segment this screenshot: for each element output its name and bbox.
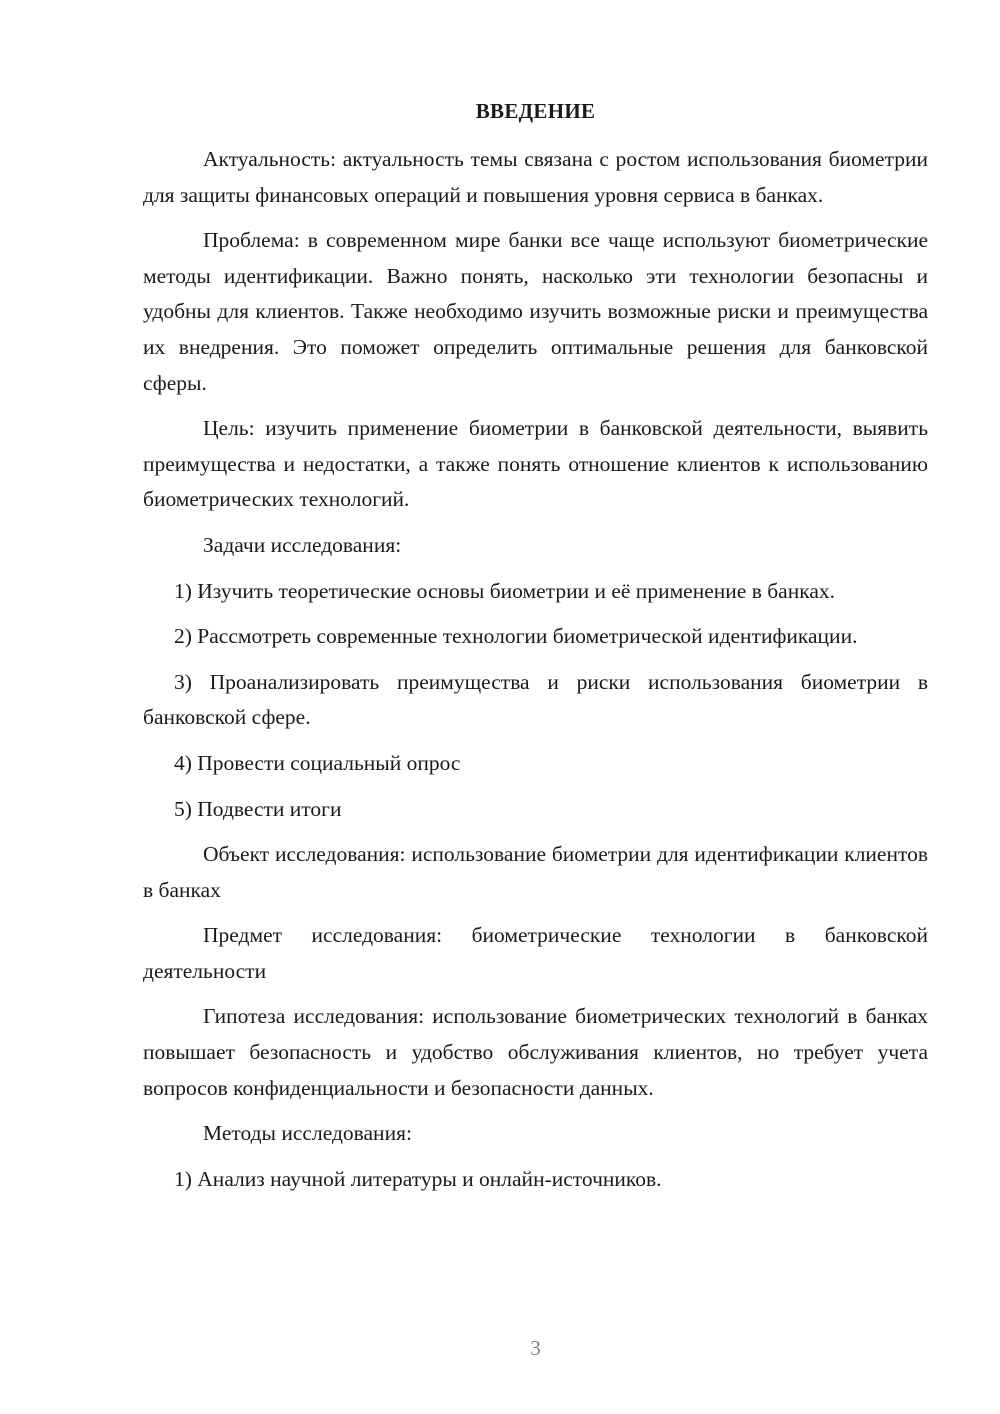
paragraph-problem: Проблема: в современном мире банки все чаще используют биометрические методы идентификации. Важно понять, насколько эти технологии безопасны и удобны для клиентов. Также необходимо изучить возможные риски и преимущества их внедрения. Это поможет определить оптимальные решения для банковской сферы. bbox=[143, 228, 928, 395]
list-item-task-3: 3) Проанализировать преимущества и риски использования биометрии в банковской сфере. bbox=[143, 669, 928, 730]
list-item-task-1: 1) Изучить теоретические основы биометрии и её применение в банках. bbox=[174, 578, 835, 603]
page-number: 3 bbox=[530, 1336, 541, 1360]
paragraph-methods-heading: Методы исследования: bbox=[203, 1121, 412, 1146]
paragraph-goal: Цель: изучить применение биометрии в банковской деятельности, выявить преимущества и недостатки, а также понять отношение клиентов к использованию биометрических технологий. bbox=[143, 416, 928, 512]
paragraph-tasks-heading: Задачи исследования: bbox=[203, 532, 402, 557]
document-body bbox=[143, 142, 928, 1197]
paragraph-relevance: Актуальность: актуальность темы связана с ростом использования биометрии для защиты финансовых операций и повышения уровня сервиса в банках. bbox=[143, 147, 928, 207]
document-page bbox=[143, 0, 928, 1414]
paragraph-object: Объект исследования: использование биометрии для идентификации клиентов в банках bbox=[143, 842, 928, 902]
list-item-task-4: 4) Провести социальный опрос bbox=[174, 750, 461, 775]
list-item-task-5: 5) Подвести итоги bbox=[174, 796, 342, 821]
paragraph-subject: Предмет исследования: биометрические технологии в банковской деятельности bbox=[143, 923, 928, 983]
paragraph-hypothesis: Гипотеза исследования: использование биометрических технологий в банках повышает безопасность и удобство обслуживания клиентов, но требует учета вопросов конфиденциальности и безопасности данных. bbox=[143, 1004, 928, 1100]
list-item-method-1: 1) Анализ научной литературы и онлайн-источников. bbox=[174, 1166, 662, 1191]
list-item-task-2: 2) Рассмотреть современные технологии биометрической идентификации. bbox=[174, 624, 858, 649]
page-title: ВВЕДЕНИЕ bbox=[475, 99, 596, 123]
